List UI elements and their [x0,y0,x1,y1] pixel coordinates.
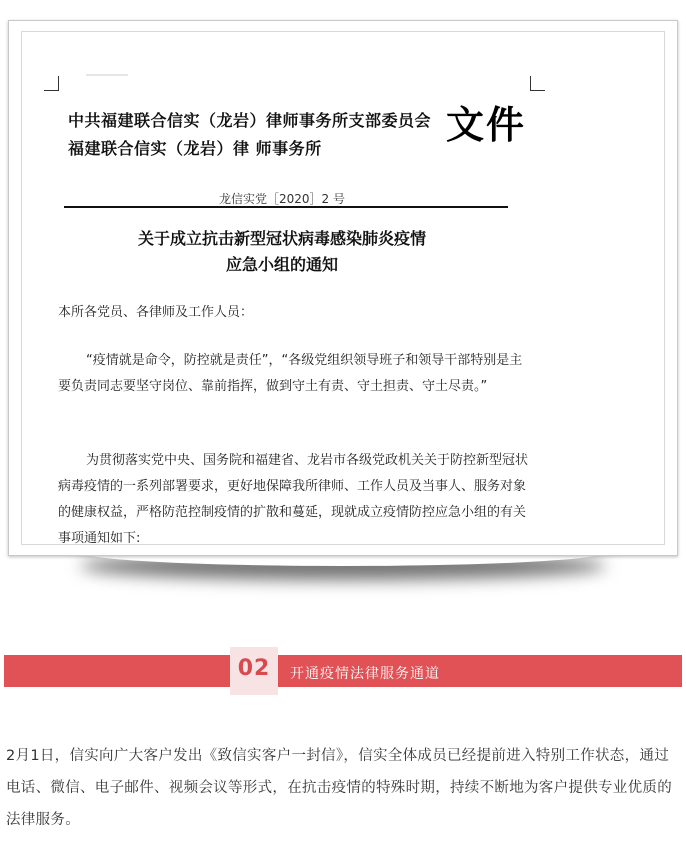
document-body-paragraph: 为贯彻落实党中央、国务院和福建省、龙岩市各级党政机关关于防控新型冠状病毒疫情的一系列部署要求，更好地保障我所律师、工作人员及当事人、服务对象的健康权益，严格防范控制疫情的扩散和蔓延，现就成立疫情防控应急小组的有关事项通知如下: [58,453,529,546]
file-label: 文件 [446,103,527,147]
section-number: 02 [237,656,271,681]
header-rule [64,206,508,208]
document-title-line-2: 应急小组的通知 [225,255,338,274]
crop-mark-top-left [44,76,59,91]
document-salutation: 本所各党员、各律师及工作人员： [58,305,254,320]
document-image [8,20,678,556]
document-page [21,31,665,545]
document-quote-paragraph: “疫情就是命令，防控就是责任”，“各级党组织领导班子和领导干部特别是主要负责同志要坚守岗位、靠前指挥，做到守土有责、守土担责、守土尽责。” [58,353,523,394]
document-number: 龙信实党［2020］2 号 [219,192,345,206]
issuing-org-line-1: 中共福建联合信实（龙岩）律师事务所支部委员会 [68,111,432,130]
header-decoration [86,74,128,76]
crop-mark-top-right [530,76,545,91]
section-title: 开通疫情法律服务通道 [290,666,440,682]
document-title-line-1: 关于成立抗击新型冠状病毒感染肺炎疫情 [137,229,426,248]
article-paragraph: 2月1日，信实向广大客户发出《致信实客户一封信》，信实全体成员已经提前进入特别工作状态，通过电话、微信、电子邮件、视频会议等形式，在抗击疫情的特殊时期，持续不断地为客户提供专业优质的法律服务。 [6,748,672,828]
issuing-org-line-2: 福建联合信实（龙岩）律 师事务所 [68,139,322,158]
